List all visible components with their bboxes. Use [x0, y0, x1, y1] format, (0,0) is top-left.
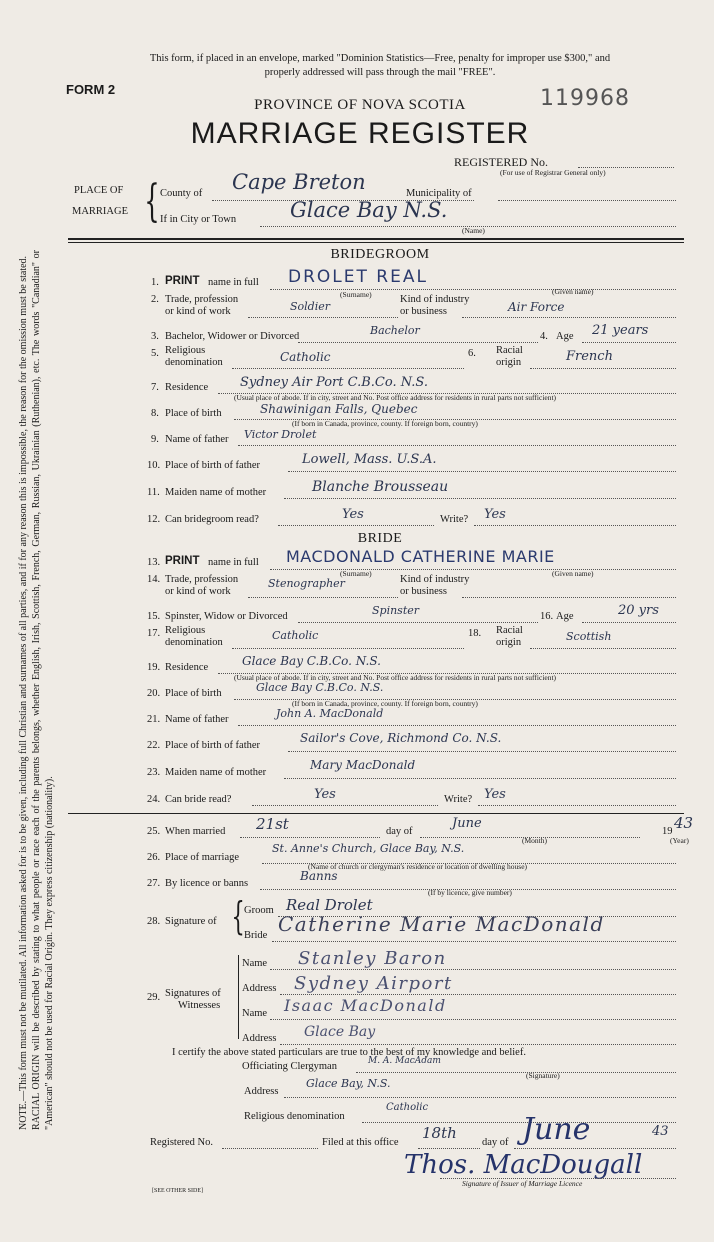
field-25-number: 25.	[147, 826, 161, 837]
clergyman-denomination-label: Religious denomination	[244, 1111, 345, 1122]
field-17-label1: Religious	[165, 625, 206, 636]
groom-father: Victor Drolet	[244, 428, 317, 441]
groom-signature-label: Groom	[244, 905, 274, 916]
field-3-label: Bachelor, Widower or Divorced	[165, 331, 300, 342]
field-14-number: 14.	[147, 574, 161, 585]
bride-trade: Stenographer	[268, 577, 345, 590]
field-15-label: Spinster, Widow or Divorced	[165, 611, 288, 622]
field-18-label1: Racial	[496, 625, 523, 636]
groom-residence-note: (Usual place of abode. If in city, street and No. Post office address for residents in rural parts not sufficient)	[234, 393, 557, 402]
filing-year: 43	[652, 1124, 669, 1139]
field-3-number: 3.	[151, 331, 159, 342]
field-20-number: 20.	[147, 688, 161, 699]
field-28-label: Signature of	[165, 916, 217, 927]
bride-mother: Mary MacDonald	[310, 758, 416, 772]
field-6-label1: Racial	[496, 345, 523, 356]
field-17-number: 17.	[147, 628, 161, 639]
field-21-label: Name of father	[165, 714, 229, 725]
field-26-number: 26.	[147, 852, 161, 863]
groom-mother: Blanche Brousseau	[312, 479, 449, 495]
field-18-number: 18.	[468, 628, 482, 639]
groom-trade: Soldier	[290, 300, 331, 313]
field-16-number: 16.	[540, 611, 554, 622]
postal-notice-line1: This form, if placed in an envelope, marked "Dominion Statistics—Free, penalty for improper use $300," and	[149, 53, 611, 64]
field-13-number: 13.	[147, 557, 161, 568]
county-label: County of	[160, 188, 203, 199]
field-9-number: 9.	[151, 434, 159, 445]
field-11-label: Maiden name of mother	[165, 487, 267, 498]
side-note-racial-origin: RACIAL ORIGIN will be described by stating to what people or race each of the parents belongs, whether English, Irish, Scottish, French, German, Russian, Ukrainian (Ruthenian), etc. The words "Canadian" or "American" should not be used for Racial Origin. They express citizenship (nationality).	[30, 250, 55, 1130]
bride-father-birthplace: Sailor's Cove, Richmond Co. N.S.	[300, 731, 502, 745]
field-5-label2: denomination	[165, 357, 223, 368]
field-14-label1: Trade, profession	[165, 574, 239, 585]
field-29-label2: Witnesses	[178, 1000, 221, 1011]
municipality-label: Municipality of	[406, 188, 472, 199]
marriage-month-note: (Month)	[522, 836, 547, 845]
field-1-number: 1.	[151, 277, 159, 288]
witness1-name-label: Name	[242, 958, 268, 969]
bride-status: Spinster	[372, 604, 420, 617]
groom-surname-note: (Surname)	[340, 290, 372, 299]
field-20-label: Place of birth	[165, 688, 222, 699]
field-8-number: 8.	[151, 408, 159, 419]
marriage-licence: Banns	[300, 869, 338, 883]
clergyman-denomination: Catholic	[386, 1102, 429, 1113]
see-other-side: [SEE OTHER SIDE]	[152, 1188, 203, 1194]
marriage-label: MARRIAGE	[72, 206, 129, 217]
field-6-label2: origin	[496, 357, 522, 368]
field-9-label: Name of father	[165, 434, 229, 445]
field-18-label2: origin	[496, 637, 522, 648]
side-note-general: NOTE.—This form must not be mutilated. All information asked for is to be given, including full Christian and surnames of all parties, and if for any reason this is impossible, the reason for the omission must be stated.	[18, 255, 29, 1130]
marriage-year: 43	[674, 814, 694, 832]
witness1-name: Stanley Baron	[298, 948, 447, 969]
groom-age: 21 years	[592, 323, 649, 338]
bride-birthplace: Glace Bay C.B.Co. N.S.	[256, 681, 384, 694]
bride-can-write: Yes	[484, 787, 506, 802]
field-14-label2: or kind of work	[165, 586, 231, 597]
field-8-label: Place of birth	[165, 408, 222, 419]
field-5-label1: Religious	[165, 345, 206, 356]
bridegroom-heading: BRIDEGROOM	[330, 247, 430, 262]
bride-surname-note: (Surname)	[340, 569, 372, 578]
groom-industry-label1: Kind of industry	[400, 294, 470, 305]
field-16-label: Age	[556, 611, 574, 622]
groom-origin: French	[566, 349, 613, 364]
groom-status: Bachelor	[370, 324, 420, 337]
field-13-label: name in full	[208, 557, 259, 568]
groom-given-note: (Given name)	[552, 287, 594, 296]
field-11-number: 11.	[147, 487, 160, 498]
filing-day: 18th	[422, 1124, 457, 1142]
field-10-label: Place of birth of father	[165, 460, 261, 471]
bride-industry-label1: Kind of industry	[400, 574, 470, 585]
place-label: PLACE OF	[74, 185, 124, 196]
groom-religion: Catholic	[280, 350, 331, 364]
bride-name: MACDONALD CATHERINE MARIE	[286, 547, 555, 566]
marriage-month: June	[452, 816, 482, 831]
field-24-number: 24.	[147, 794, 161, 805]
field-4-number: 4.	[540, 331, 548, 342]
groom-father-birthplace: Lowell, Mass. U.S.A.	[302, 452, 437, 467]
groom-birthplace-note: (If born in Canada, province, county. If foreign born, country)	[292, 419, 478, 428]
field-2-number: 2.	[151, 294, 159, 305]
field-13-print: PRINT	[165, 555, 200, 567]
field-27-label: By licence or banns	[165, 878, 249, 889]
witness-bracket	[238, 955, 239, 1039]
witness1-address-label: Address	[242, 983, 277, 994]
county-value: Cape Breton	[232, 170, 366, 194]
bride-religion: Catholic	[272, 629, 319, 642]
groom-industry-label2: or business	[400, 306, 447, 317]
registrar-note: (For use of Registrar General only)	[500, 168, 606, 177]
groom-signature: Real Drolet	[286, 896, 373, 914]
field-1-label: name in full	[208, 277, 259, 288]
registered-no-label: REGISTERED No.	[454, 155, 548, 169]
marriage-licence-note: (If by licence, give number)	[428, 888, 512, 897]
bride-heading: BRIDE	[357, 531, 403, 546]
groom-industry: Air Force	[508, 300, 565, 314]
bride-can-read: Yes	[314, 787, 336, 802]
registration-stamp-number: 119968	[540, 86, 630, 111]
page-title: MARRIAGE REGISTER	[190, 117, 530, 150]
city-value: Glace Bay N.S.	[290, 198, 448, 222]
field-29-label1: Signatures of	[165, 988, 221, 999]
groom-can-read: Yes	[342, 507, 364, 522]
certification-statement: I certify the above stated particulars are true to the best of my knowledge and belief.	[172, 1047, 526, 1058]
field-22-number: 22.	[147, 740, 161, 751]
field-12-label: Can bridegroom read?	[165, 514, 259, 525]
witness2-address-label: Address	[242, 1033, 277, 1044]
filing-registered-label: Registered No.	[150, 1137, 213, 1148]
field-26-label: Place of marriage	[165, 852, 240, 863]
clergyman-label: Officiating Clergyman	[242, 1061, 337, 1072]
side-note	[18, 250, 138, 1130]
bride-birthplace-note: (If born in Canada, province, county. If foreign born, country)	[292, 699, 478, 708]
bride-given-note: (Given name)	[552, 569, 594, 578]
bride-residence-note: (Usual place of abode. If in city, street and No. Post office address for residents in rural parts not sufficient)	[234, 673, 557, 682]
field-28-number: 28.	[147, 916, 161, 927]
field-23-label: Maiden name of mother	[165, 767, 267, 778]
signature-brace: {	[231, 894, 245, 938]
filing-day-label: day of	[482, 1137, 509, 1148]
field-7-label: Residence	[165, 382, 209, 393]
field-7-number: 7.	[151, 382, 159, 393]
groom-can-write: Yes	[484, 507, 506, 522]
clergyman-address: Glace Bay, N.S.	[306, 1077, 391, 1090]
field-2-label1: Trade, profession	[165, 294, 239, 305]
field-19-number: 19.	[147, 662, 161, 673]
marriage-place: St. Anne's Church, Glace Bay, N.S.	[272, 842, 465, 855]
groom-write-label: Write?	[440, 514, 469, 525]
witness1-address: Sydney Airport	[294, 973, 453, 994]
field-1-print: PRINT	[165, 275, 200, 287]
witness2-name: Isaac MacDonald	[284, 996, 447, 1015]
field-19-label: Residence	[165, 662, 209, 673]
form-number: FORM 2	[66, 82, 116, 97]
bride-father: John A. MacDonald	[276, 707, 384, 720]
bride-signature-label: Bride	[244, 930, 268, 941]
clergyman-signature-note: (Signature)	[526, 1071, 560, 1080]
field-25-label: When married	[165, 826, 226, 837]
groom-birthplace: Shawinigan Falls, Quebec	[260, 402, 418, 416]
marriage-day-label: day of	[386, 826, 413, 837]
bride-divider	[68, 813, 684, 814]
field-17-label2: denomination	[165, 637, 223, 648]
clergyman-signature: M. A. MacAdam	[368, 1056, 441, 1066]
bride-write-label: Write?	[444, 794, 473, 805]
bride-signature: Catherine Marie MacDonald	[278, 912, 605, 936]
marriage-day: 21st	[256, 815, 289, 833]
header-divider	[68, 238, 684, 240]
place-brace: {	[144, 176, 160, 227]
field-23-number: 23.	[147, 767, 161, 778]
witness2-address: Glace Bay	[304, 1024, 376, 1040]
issuer-note: Signature of Issuer of Marriage Licence	[462, 1179, 583, 1188]
city-name-note: (Name)	[462, 226, 485, 235]
field-4-label: Age	[556, 331, 574, 342]
province-heading: PROVINCE OF NOVA SCOTIA	[254, 97, 466, 113]
field-22-label: Place of birth of father	[165, 740, 261, 751]
bride-age: 20 yrs	[618, 603, 659, 618]
filing-month: June	[522, 1112, 591, 1147]
field-24-label: Can bride read?	[165, 794, 232, 805]
city-label: If in City or Town	[160, 214, 237, 225]
field-27-number: 27.	[147, 878, 161, 889]
filing-filed-label: Filed at this office	[322, 1137, 399, 1148]
field-15-number: 15.	[147, 611, 161, 622]
marriage-place-note: (Name of church or clergyman's residence or location of dwelling house)	[308, 862, 528, 871]
field-10-number: 10.	[147, 460, 161, 471]
marriage-year-note: (Year)	[670, 836, 689, 845]
field-6-number: 6.	[468, 348, 476, 359]
issuer-signature: Thos. MacDougall	[404, 1150, 643, 1180]
field-29-number: 29.	[147, 992, 161, 1003]
clergyman-address-label: Address	[244, 1086, 279, 1097]
postal-notice-line2: properly addressed will pass through the mail "FREE".	[264, 67, 496, 78]
field-2-label2: or kind of work	[165, 306, 231, 317]
bride-residence: Glace Bay C.B.Co. N.S.	[242, 654, 381, 668]
witness2-name-label: Name	[242, 1008, 268, 1019]
marriage-year-prefix: 19	[662, 826, 673, 837]
bride-industry-label2: or business	[400, 586, 447, 597]
field-5-number: 5.	[151, 348, 159, 359]
field-12-number: 12.	[147, 514, 161, 525]
groom-residence: Sydney Air Port C.B.Co. N.S.	[240, 375, 428, 390]
groom-name: DROLET REAL	[288, 267, 428, 287]
field-21-number: 21.	[147, 714, 161, 725]
bride-origin: Scottish	[566, 630, 612, 643]
